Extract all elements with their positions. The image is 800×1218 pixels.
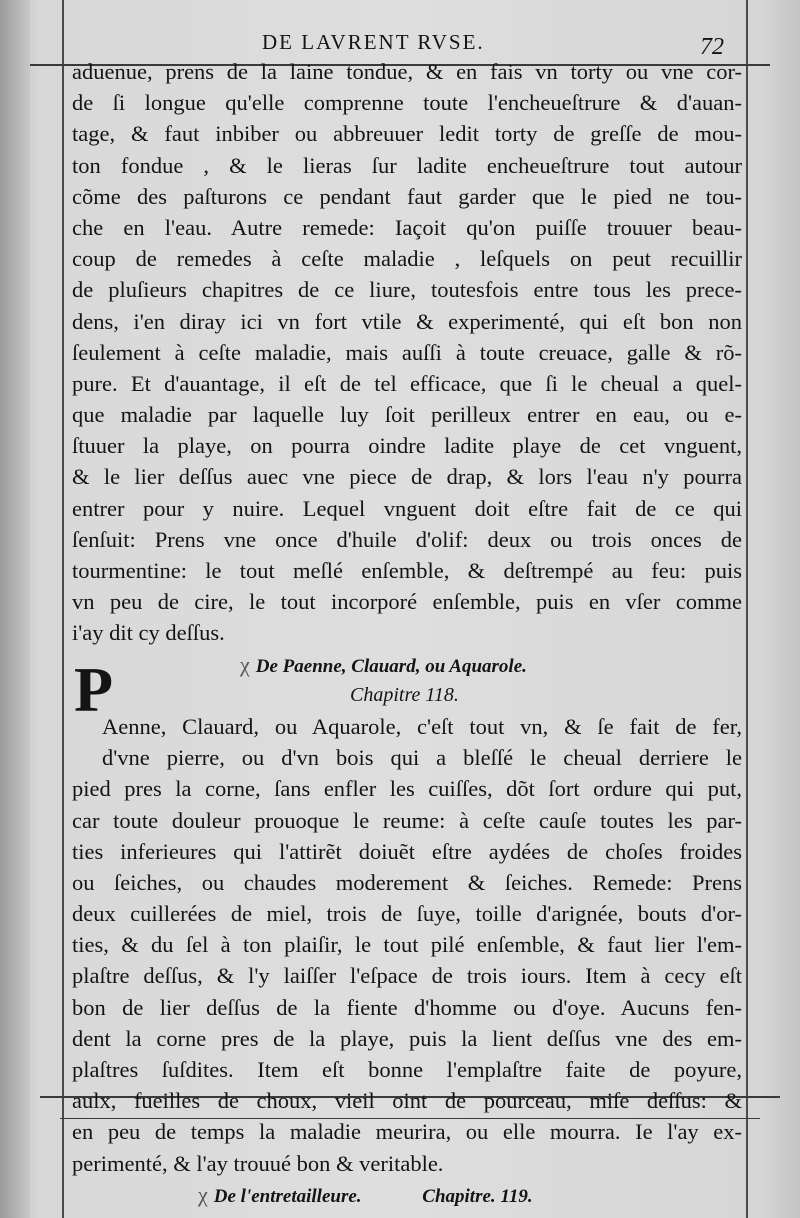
margin-mark: χ: [198, 1181, 208, 1207]
text-line: coup de remedes à ceſte maladie , leſquels on peut recuillir: [72, 246, 742, 272]
text-line: ties, & du ſel à ton plaiſir, le tout pilé enſemble, & faut lier l'em-: [72, 932, 742, 958]
paragraph-2: [72, 711, 742, 1179]
text-line: ou ſeiches, ou chaudes moderement & ſeiches. Remede: Prens: [72, 869, 742, 895]
text-line: ſtuuer la playe, on pourra oindre ladite playe de cet vnguent,: [72, 433, 742, 459]
text-line: i'ay dit cy deſſus.: [72, 620, 225, 646]
text-line: Aenne, Clauard, ou Aquarole, c'eſt tout vn, & ſe fait de fer,: [102, 713, 742, 739]
main-text: [72, 56, 742, 1210]
text-line: d'vne pierre, ou d'vn bois qui a bleſſé le cheual derriere le: [102, 745, 742, 771]
text-line: aduenue, prens de la laine tondue, & en fais vn torty ou vne cor-: [72, 59, 742, 84]
text-line: dens, i'en diray ici vn fort vtile & experimenté, qui eſt bon non: [72, 308, 742, 334]
page-gutter: [0, 0, 30, 1218]
left-margin-rule: [62, 0, 64, 1218]
chapter-119-title: De l'entretailleure.: [213, 1185, 362, 1207]
paragraph-1: [72, 56, 742, 649]
text-line: de ſi longue qu'elle comprenne toute l'encheueſtrure & d'auan-: [72, 90, 742, 116]
text-line: cõme des paſturons ce pendant faut garder que le pied ne tou-: [72, 183, 742, 209]
text-line: ſenſuit: Prens vne once d'huile d'olif: deux ou trois onces de: [72, 526, 742, 552]
text-line: de pluſieurs chapitres de ce liure, toutesfois entre tous les prece-: [72, 277, 742, 303]
text-line: que maladie par laquelle luy ſoit perilleux entrer en eau, ou e-: [72, 402, 742, 428]
text-line: pure. Et d'auantage, il eſt de tel efficace, que ſi le cheual a quel-: [72, 370, 742, 396]
text-line: vn peu de cire, le tout incorporé enſemble, puis en vſer comme: [72, 589, 742, 615]
running-head: DE LAVRENT RVSE.: [262, 30, 485, 54]
text-line: tage, & faut inbiber ou abbreuuer ledit torty de greſſe de mou-: [72, 121, 742, 147]
text-line: bon de lier deſſus de la fiente d'homme ou d'oye. Aucuns fen-: [72, 994, 742, 1020]
text-line: car toute douleur prouoque le reume: à ceſte cauſe toutes les par-: [72, 807, 742, 833]
text-line: dent la corne pres de la playe, puis la lient deſſus vne des em-: [72, 1025, 742, 1051]
margin-mark: χ: [240, 651, 250, 677]
text-line: plaſtres ſuſdites. Item eſt bonne l'emplaſtre faite de poyure,: [72, 1057, 742, 1082]
chapter-119-label: Chapitre. 119.: [422, 1185, 533, 1207]
text-line: perimenté, & l'ay trouué bon & veritable.: [72, 1150, 444, 1176]
text-line: ties inferieures qui l'attirẽt doiuẽt eſtre aydées de choſes froides: [72, 838, 742, 864]
right-margin-rule: [746, 0, 748, 1218]
text-line: aulx, fueilles de choux, vieil oint de pourceau, miſe deſſus: &: [72, 1088, 742, 1114]
text-line: en peu de temps la maladie meurira, ou elle mourra. Ie l'ay ex-: [72, 1119, 742, 1145]
chapter-119-heading: [72, 1179, 742, 1210]
text-line: deux cuillerées de miel, trois de ſuye, toille d'arignée, bouts d'or-: [72, 901, 742, 927]
chapter-118-heading: [72, 649, 742, 680]
text-line: che en l'eau. Autre remede: Iaçoit qu'on puiſſe trouuer beau-: [72, 214, 742, 240]
text-line: & le lier deſſus auec vne piece de drap, & lors l'eau n'y pourra: [72, 464, 742, 490]
text-line: ton fondue , & le lieras ſur ladite encheueſtrure tout autour: [72, 152, 742, 178]
text-line: ſeulement à ceſte maladie, mais auſſi à toute creuace, galle & rõ-: [72, 339, 742, 365]
text-line: pied pres la corne, ſans enfler les cuiſſes, dõt ſort ordure qui put,: [72, 776, 742, 802]
text-line: plaſtre deſſus, & l'y laiſſer l'eſpace de trois iours. Item à cecy eſt: [72, 963, 742, 989]
page-number: 72: [700, 34, 724, 60]
chapter-118-label: Chapitre 118.: [350, 683, 459, 706]
chapter-118-title: De Paenne, Clauard, ou Aquarole.: [255, 655, 527, 677]
text-line: tourmentine: le tout meſlé enſemble, & deſtrempé au feu: puis: [72, 558, 742, 583]
drop-cap-initial: P: [74, 654, 114, 725]
text-line: entrer pour y nuire. Lequel vnguent doit eſtre fait de ce qui: [72, 495, 742, 521]
